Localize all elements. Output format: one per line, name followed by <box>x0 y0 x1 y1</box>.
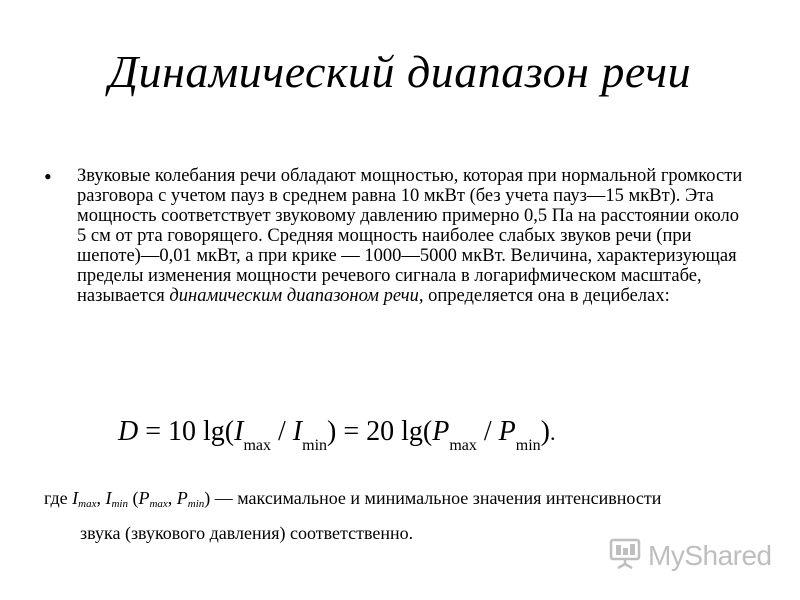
notes-p: P <box>138 488 150 508</box>
notes-i: I <box>72 488 79 508</box>
notes-close-dash: ) — максимальное и минимальное значения интенсивности <box>204 488 662 508</box>
notes-comma-2: , <box>167 488 177 508</box>
formula-eq2: ) = 20 lg( <box>327 416 433 447</box>
dynamic-range-formula <box>118 412 556 460</box>
paragraph-text-after: определяется она в децибелах: <box>423 286 670 306</box>
formula-i-min: I <box>292 416 303 447</box>
notes-sub-max-2: max <box>149 498 168 510</box>
formula-sub-min-1: min <box>302 437 328 454</box>
formula-close: ) <box>540 416 550 447</box>
watermark <box>608 536 772 576</box>
notes-comma-1: , <box>96 488 106 508</box>
formula-sub-max-1: max <box>243 437 272 454</box>
body-paragraph <box>77 166 747 306</box>
formula-eq1: = 10 lg( <box>138 416 235 447</box>
formula-dot: . <box>550 420 556 445</box>
notes-line-2: звука (звукового давления) соответственно. <box>80 523 414 543</box>
formula-i-max: I <box>234 416 244 447</box>
slide-title: Динамический диапазон речи <box>108 46 692 97</box>
formula-sub-max-2: max <box>449 437 477 454</box>
presentation-board-icon <box>608 537 642 576</box>
formula-p-max: P <box>432 416 450 447</box>
notes-p-2: P <box>176 488 188 508</box>
notes-sub-min-2: min <box>187 498 205 510</box>
formula-d: D <box>118 416 139 447</box>
notes-i-2: I <box>105 488 112 508</box>
formula-slash-1: / <box>271 416 293 447</box>
notes-sub-min-1: min <box>111 498 128 510</box>
bullet-marker: • <box>44 164 52 189</box>
notes-line-1 <box>44 487 764 515</box>
formula-sub-min-2: min <box>515 437 541 454</box>
watermark-text: MyShared <box>648 540 772 571</box>
formula-p-min: P <box>498 416 516 447</box>
paragraph-text-before: Звуковые колебания речи обладают мощностью, которая при нормальной громкости разговора с учетом пауз в среднем равна 10 мкВт (без учета пауз—15 мкВт). Эта мощность соответствует звуковому давлению примерно 0,5 Па на расстоянии около 5 см от рта говорящего. Средняя мощность наиболее слабых звуков речи (при шепоте)—0,01 мкВт, а при крике — 1000—5000 мкВт. Величина, характеризующая пределы изменения мощности речевого сигнала в логарифмическом масштабе, называется <box>77 166 743 306</box>
notes-sub-max-1: max <box>78 498 97 510</box>
paragraph-italic-term: динамическим диапазоном речи, <box>169 286 424 306</box>
formula-slash-2: / <box>476 416 499 447</box>
notes-prefix: где <box>44 488 73 508</box>
notes-open: ( <box>127 488 139 508</box>
